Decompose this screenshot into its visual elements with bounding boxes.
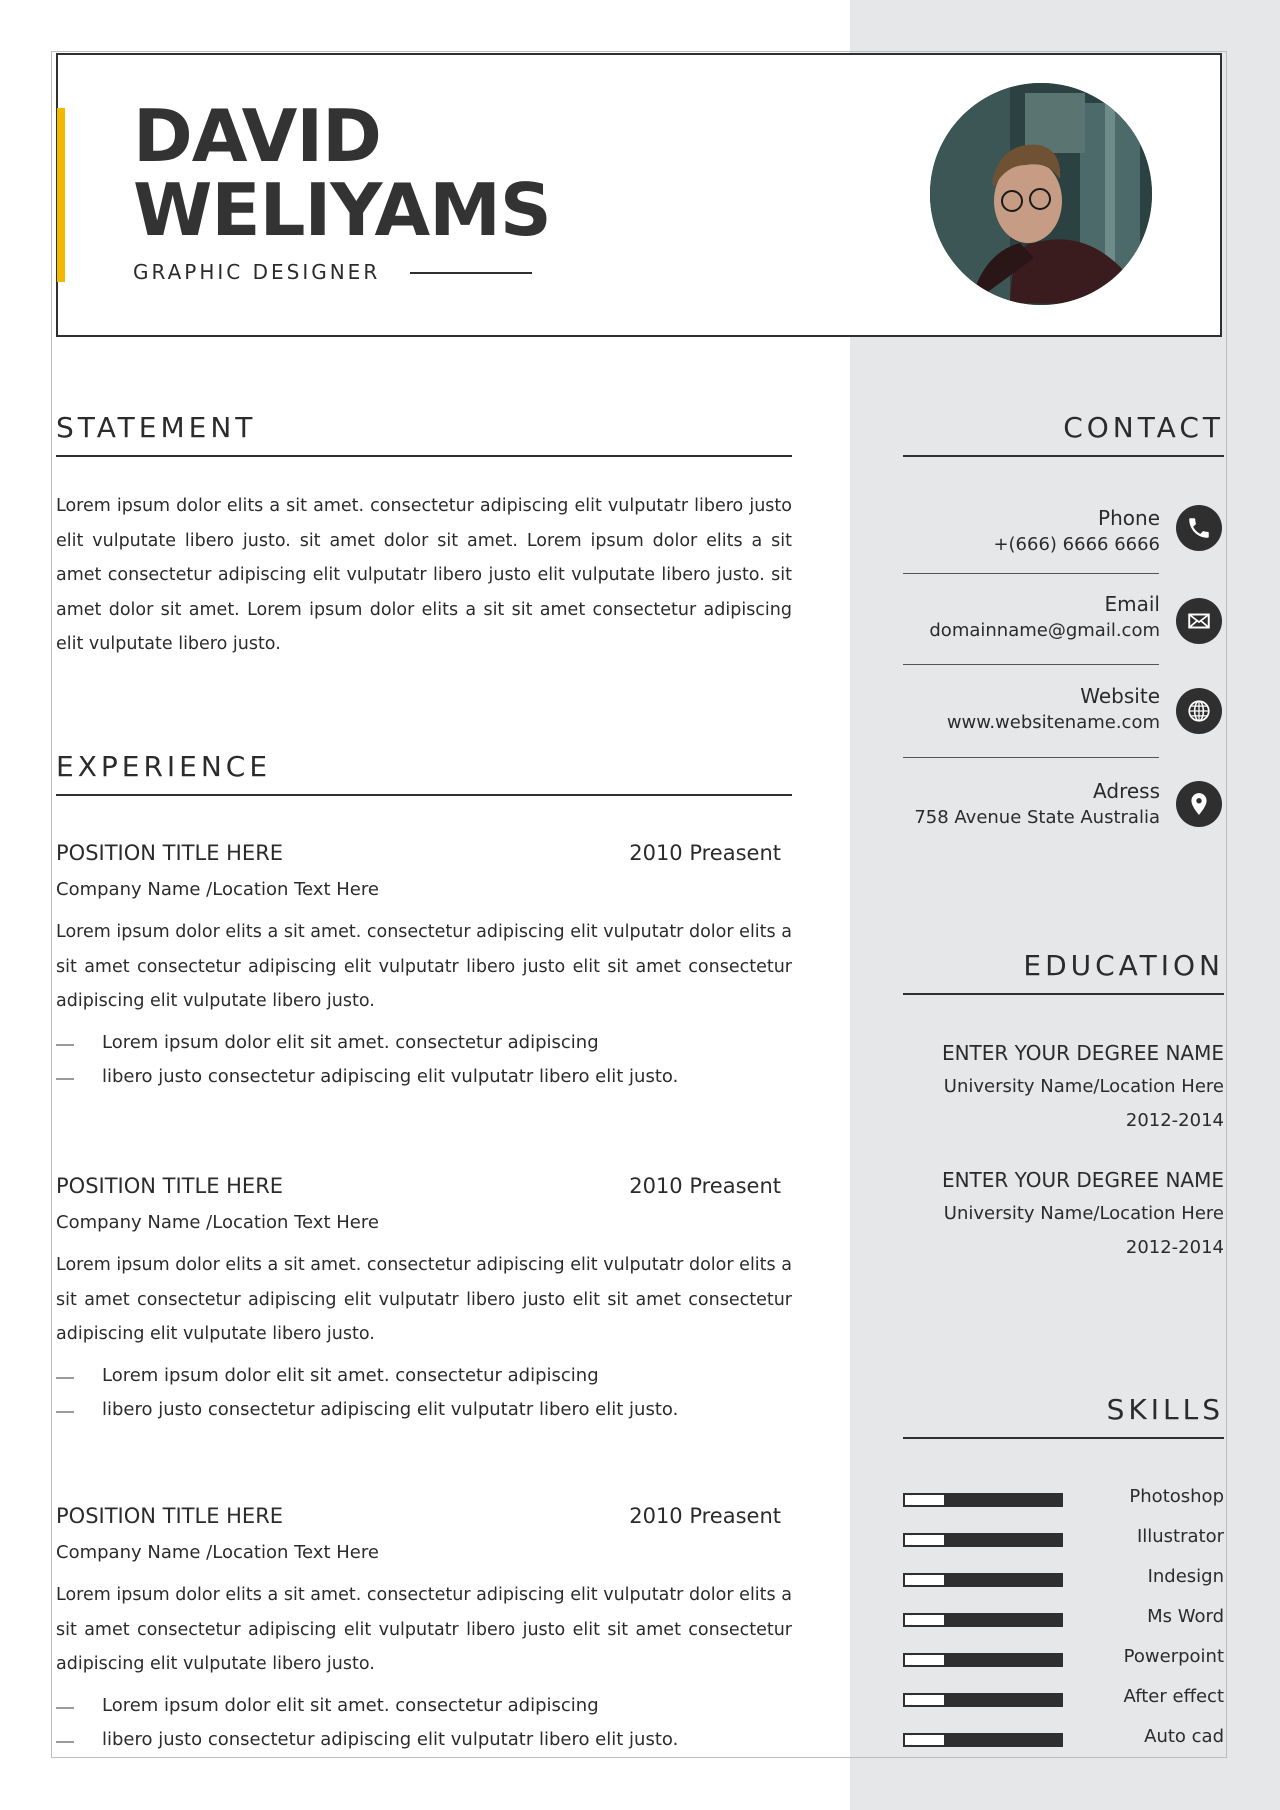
- bullet-text: libero justo consectetur adipiscing elit vulputatr libero elit justo.: [102, 1729, 679, 1750]
- skill-bar-fill: [905, 1695, 944, 1705]
- education-heading: EDUCATION: [1023, 949, 1224, 982]
- skill-powerpoint: [903, 1646, 1224, 1670]
- job-1-company: Company Name /Location Text Here: [56, 879, 379, 900]
- experience-heading: EXPERIENCE: [56, 750, 272, 783]
- skills-heading: SKILLS: [1106, 1393, 1224, 1426]
- job-1-title: POSITION TITLE HERE: [56, 841, 284, 865]
- job-2-company: Company Name /Location Text Here: [56, 1212, 379, 1233]
- job-title: GRAPHIC DESIGNER: [133, 260, 381, 284]
- title-underline: [410, 272, 532, 274]
- education-school: University Name/Location Here: [943, 1076, 1224, 1097]
- profile-photo: [930, 83, 1152, 305]
- experience-rule: [56, 794, 792, 796]
- skill-auto-cad: [903, 1726, 1224, 1750]
- job-2-description: Lorem ipsum dolor elits a sit amet. consectetur adipiscing elit vulputatr dolor elits a sit amet consectetur adipiscing elit vulputatr libero justo elit sit amet consectetur adipiscing elit vulputate libero justo.: [56, 1255, 792, 1344]
- contact-website-label: Website: [1080, 684, 1160, 708]
- skill-name: After effect: [1123, 1686, 1224, 1707]
- skill-photoshop: [903, 1486, 1224, 1510]
- envelope-icon: [1176, 598, 1222, 644]
- skill-bar-fill: [905, 1535, 944, 1545]
- bullet-text: libero justo consectetur adipiscing elit vulputatr libero elit justo.: [102, 1066, 679, 1087]
- contact-address-value: 758 Avenue State Australia: [914, 807, 1160, 828]
- contact-divider: [903, 757, 1159, 758]
- contact-website-value: www.websitename.com: [946, 712, 1160, 733]
- skill-bar-fill: [905, 1495, 944, 1505]
- skill-bar: [903, 1733, 1063, 1747]
- job-3-date: 2010 Preasent: [629, 1504, 781, 1528]
- bullet-dash: [56, 1044, 74, 1046]
- contact-divider: [903, 664, 1159, 665]
- education-years: 2012-2014: [1125, 1237, 1224, 1258]
- bullet-text: Lorem ipsum dolor elit sit amet. consectetur adipiscing: [102, 1032, 599, 1053]
- job-1-date: 2010 Preasent: [629, 841, 781, 865]
- education-rule: [903, 993, 1224, 995]
- contact-phone-value: +(666) 6666 6666: [993, 534, 1160, 555]
- contact-rule: [903, 455, 1224, 457]
- contact-address-label: Adress: [1093, 779, 1160, 803]
- skill-bar-fill: [905, 1575, 944, 1585]
- education-item-2: [942, 1163, 1224, 1265]
- skill-bar: [903, 1493, 1063, 1507]
- bullet-dash: [56, 1078, 74, 1080]
- last-name: WELIYAMS: [133, 168, 551, 252]
- bullet-dash: [56, 1707, 74, 1709]
- skill-illustrator: [903, 1526, 1224, 1550]
- skill-bar-fill: [905, 1615, 944, 1625]
- contact-phone-label: Phone: [1098, 506, 1160, 530]
- contact-address: [914, 777, 1160, 831]
- skill-bar: [903, 1653, 1063, 1667]
- skill-indesign: [903, 1566, 1224, 1590]
- education-item-1: [942, 1036, 1224, 1138]
- skill-name: Photoshop: [1129, 1486, 1224, 1507]
- job-3-title: POSITION TITLE HERE: [56, 1504, 284, 1528]
- statement-heading: STATEMENT: [56, 411, 257, 444]
- statement-rule: [56, 455, 792, 457]
- bullet-text: libero justo consectetur adipiscing elit vulputatr libero elit justo.: [102, 1399, 679, 1420]
- contact-phone: [993, 504, 1160, 558]
- job-3-description: Lorem ipsum dolor elits a sit amet. consectetur adipiscing elit vulputatr dolor elits a sit amet consectetur adipiscing elit vulputatr libero justo elit sit amet consectetur adipiscing elit vulputate libero justo.: [56, 1585, 792, 1674]
- skill-bar-fill: [905, 1735, 944, 1745]
- skill-bar: [903, 1613, 1063, 1627]
- skill-ms-word: [903, 1606, 1224, 1630]
- contact-divider: [903, 573, 1159, 574]
- contact-website: [947, 682, 1160, 736]
- skill-name: Indesign: [1147, 1566, 1224, 1587]
- skill-name: Auto cad: [1144, 1726, 1224, 1747]
- profile-photo-image: [930, 83, 1152, 305]
- contact-email-value: domainname@gmail.com: [929, 620, 1160, 641]
- accent-bar: [57, 108, 65, 282]
- job-1-description: Lorem ipsum dolor elits a sit amet. consectetur adipiscing elit vulputatr dolor elits a sit amet consectetur adipiscing elit vulputatr libero justo elit sit amet consectetur adipiscing elit vulputate libero justo.: [56, 922, 792, 1011]
- contact-email-label: Email: [1104, 592, 1160, 616]
- job-3-company: Company Name /Location Text Here: [56, 1542, 379, 1563]
- skill-bar: [903, 1573, 1063, 1587]
- statement-text: Lorem ipsum dolor elits a sit amet. consectetur adipiscing elit vulputatr libero justo elit vulputate libero justo. sit amet dolor sit amet. Lorem ipsum dolor elits a sit amet consectetur adipiscing elit vulputatr libero justo elit vulputate libero justo. sit amet dolor sit amet. Lorem ipsum dolor elits a sit sit amet consectetur adipiscing elit vulputate libero justo.: [56, 496, 792, 654]
- job-2-date: 2010 Preasent: [629, 1174, 781, 1198]
- education-years: 2012-2014: [1125, 1110, 1224, 1131]
- education-school: University Name/Location Here: [943, 1203, 1224, 1224]
- first-name: DAVID: [133, 94, 381, 178]
- education-degree: ENTER YOUR DEGREE NAME: [941, 1168, 1224, 1192]
- skill-after-effect: [903, 1686, 1224, 1710]
- phone-icon: [1176, 505, 1222, 551]
- skill-name: Ms Word: [1147, 1606, 1224, 1627]
- skill-name: Illustrator: [1136, 1526, 1224, 1547]
- bullet-dash: [56, 1411, 74, 1413]
- skill-name: Powerpoint: [1123, 1646, 1224, 1667]
- skills-rule: [903, 1437, 1224, 1439]
- skill-bar-fill: [905, 1655, 944, 1665]
- location-pin-icon: [1176, 781, 1222, 827]
- bullet-text: Lorem ipsum dolor elit sit amet. consectetur adipiscing: [102, 1365, 599, 1386]
- skill-bar: [903, 1693, 1063, 1707]
- bullet-dash: [56, 1377, 74, 1379]
- globe-icon: [1176, 688, 1222, 734]
- contact-email: [929, 590, 1160, 644]
- bullet-dash: [56, 1741, 74, 1743]
- skill-bar: [903, 1533, 1063, 1547]
- job-2-title: POSITION TITLE HERE: [56, 1174, 284, 1198]
- bullet-text: Lorem ipsum dolor elit sit amet. consectetur adipiscing: [102, 1695, 599, 1716]
- contact-heading: CONTACT: [1063, 411, 1224, 444]
- education-degree: ENTER YOUR DEGREE NAME: [941, 1041, 1224, 1065]
